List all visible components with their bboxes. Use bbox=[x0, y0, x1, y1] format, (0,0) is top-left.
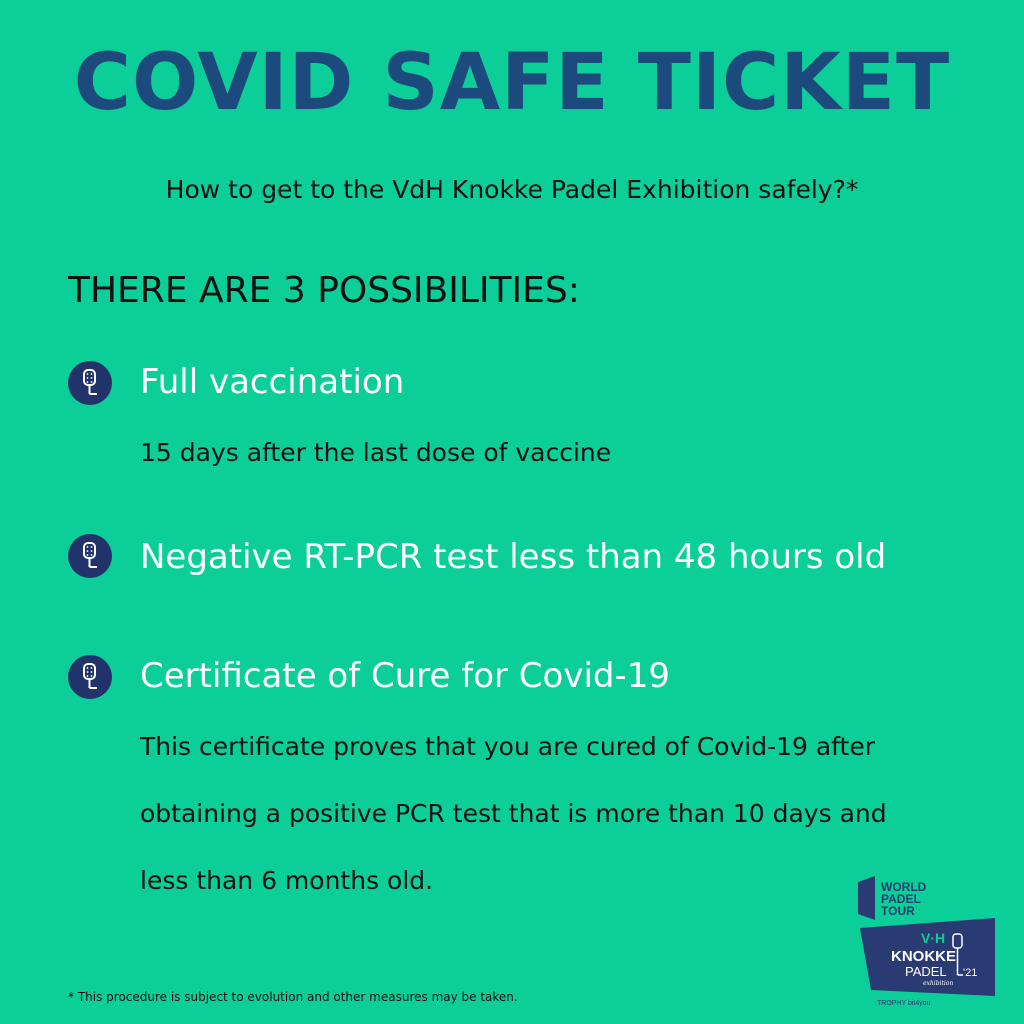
padel-racket-icon bbox=[68, 534, 112, 578]
item-title-certificate-of-cure: Certificate of Cure for Covid-19 bbox=[140, 656, 671, 696]
wpt-text-1: WORLD bbox=[881, 880, 927, 894]
item-desc-full-vaccination: 15 days after the last dose of vaccine bbox=[140, 438, 612, 467]
exhibition-text: exhibition bbox=[923, 980, 954, 987]
wpt-flag-shape bbox=[858, 876, 875, 920]
wpt-text-2: PADEL bbox=[881, 892, 921, 906]
subtitle: How to get to the VdH Knokke Padel Exhibition safely?* bbox=[165, 175, 859, 204]
possibilities-heading: THERE ARE 3 POSSIBILITIES: bbox=[68, 270, 580, 311]
world-padel-tour-knokke-logo bbox=[855, 872, 1000, 1012]
padel-racket-icon bbox=[68, 655, 112, 699]
footnote: * This procedure is subject to evolution and other measures may be taken. bbox=[68, 990, 518, 1004]
padel-racket-icon bbox=[68, 361, 112, 405]
wpt-text-3: TOUR bbox=[881, 904, 915, 918]
page-title: COVID SAFE TICKET bbox=[73, 38, 951, 128]
year-text: '21 bbox=[963, 967, 978, 979]
item-title-full-vaccination: Full vaccination bbox=[140, 362, 405, 402]
padel-text: PADEL bbox=[905, 964, 947, 979]
item-title-negative-pcr: Negative RT-PCR test less than 48 hours old bbox=[140, 537, 887, 577]
vdh-text: V·H bbox=[921, 930, 946, 946]
item-desc-certificate-of-cure: This certificate proves that you are cured of Covid-19 after obtaining a positive PCR test that is more than 10 days and less than 6 months old. bbox=[140, 732, 887, 895]
trophy-text: TROPHY bit4you bbox=[877, 1000, 931, 1007]
knokke-text: KNOKKE bbox=[891, 948, 957, 965]
